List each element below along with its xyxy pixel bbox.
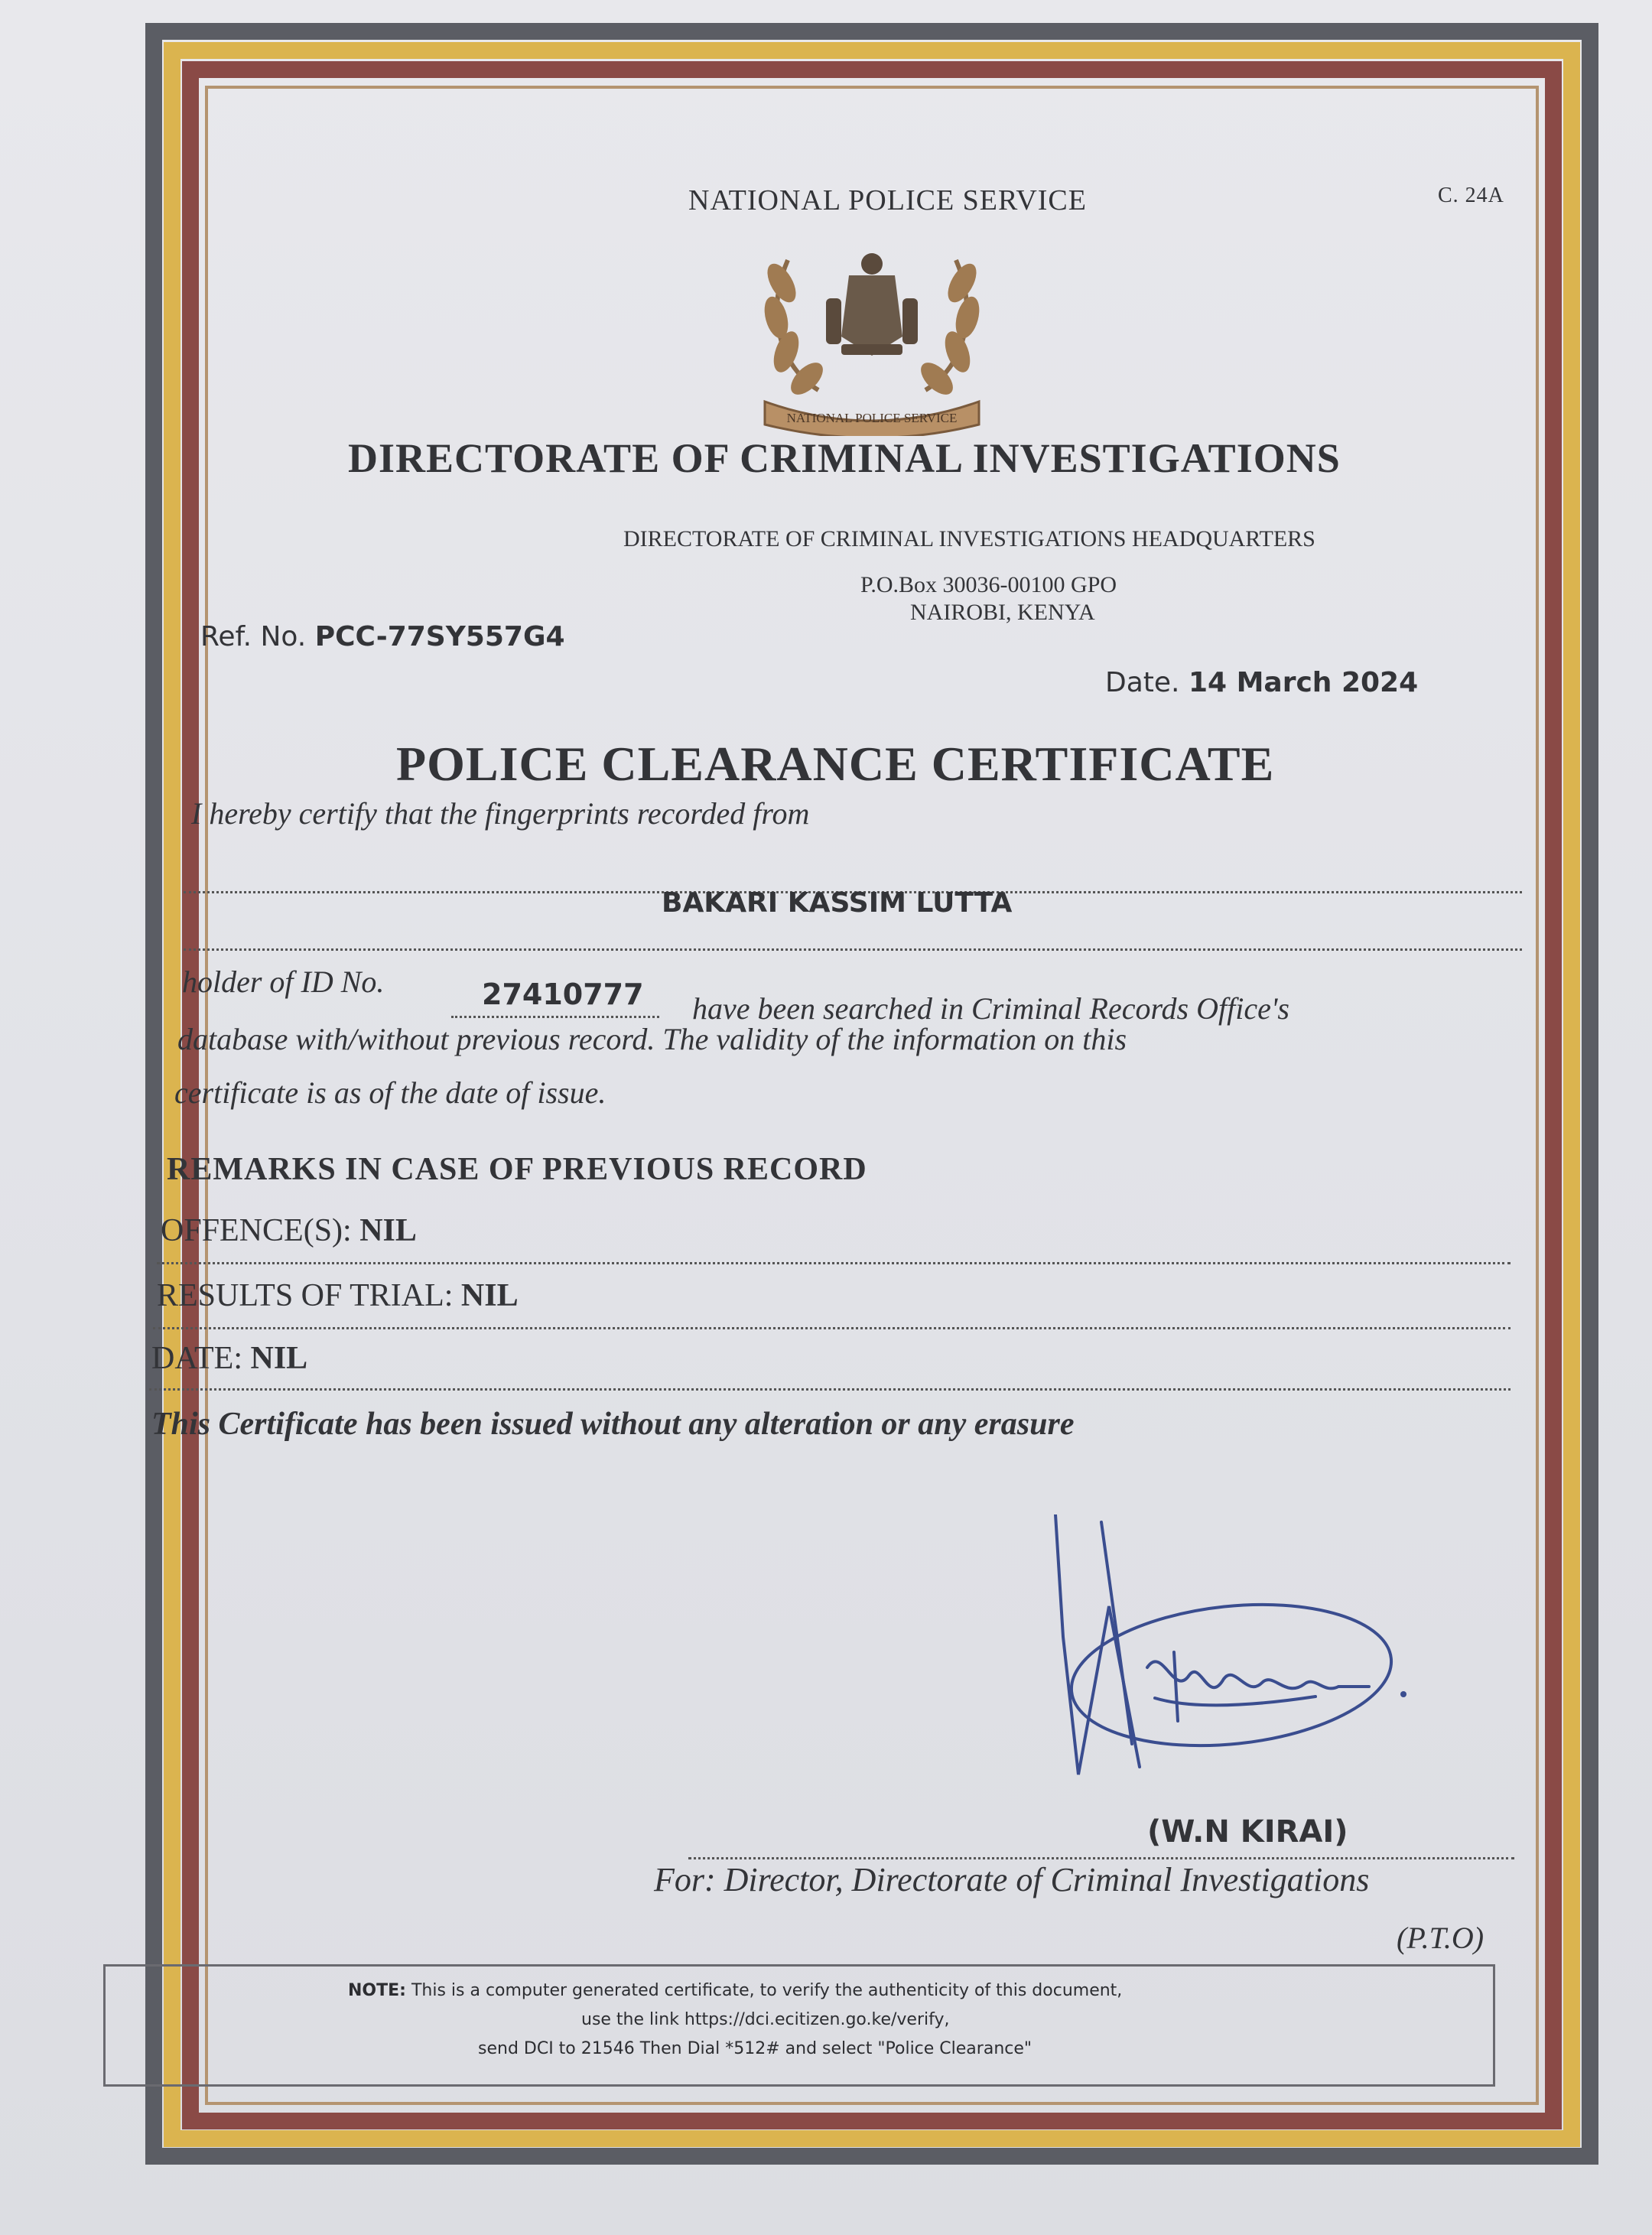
issued-statement: This Certificate has been issued without any alteration or any erasure: [151, 1407, 1075, 1442]
address-line-1: DIRECTORATE OF CRIMINAL INVESTIGATIONS HEADQUARTERS: [623, 526, 1315, 551]
signature-line: [688, 1857, 1514, 1859]
pto-label: (P.T.O): [1397, 1921, 1485, 1955]
address-line-2: P.O.Box 30036-00100 GPO: [860, 572, 1117, 597]
remarks-heading: REMARKS IN CASE OF PREVIOUS RECORD: [167, 1152, 867, 1187]
id-number: 27410777: [451, 978, 659, 1018]
trial-value: NIL: [460, 1278, 519, 1313]
address-line-3: NAIROBI, KENYA: [910, 600, 1095, 625]
issue-date: [1105, 667, 1418, 698]
offence-field: [161, 1212, 417, 1249]
signatory-title: For: Director, Directorate of Criminal Investigations: [654, 1861, 1370, 1898]
offence-dotted-line: [157, 1262, 1511, 1264]
id-prefix: holder of ID No.: [182, 965, 385, 999]
record-date-label: DATE:: [151, 1341, 242, 1376]
directorate-title: DIRECTORATE OF CRIMINAL INVESTIGATIONS: [348, 435, 1341, 481]
note-line-1: [348, 1981, 1122, 2000]
signatory-name: (W.N KIRAI): [1147, 1814, 1348, 1849]
handwritten-signature: [1040, 1514, 1438, 1805]
trial-dotted-line: [153, 1327, 1511, 1329]
id-suffix: have been searched in Criminal Records Office's: [692, 991, 1289, 1026]
emblem-ribbon-text: NATIONAL POLICE SERVICE: [786, 411, 958, 425]
database-line: database with/without previous record. The validity of the information on this: [177, 1022, 1127, 1056]
note-line-2: use the link https://dci.ecitizen.go.ke/verify,: [581, 2010, 950, 2029]
reference-number: [200, 621, 565, 652]
trial-label: RESULTS OF TRIAL:: [157, 1278, 454, 1313]
offence-label: OFFENCE(S):: [161, 1213, 352, 1248]
name-underline: [184, 948, 1522, 951]
form-code: C. 24A: [1438, 184, 1504, 207]
record-date-dotted-line: [149, 1388, 1511, 1391]
ref-value: PCC-77SY557G4: [314, 621, 565, 652]
holder-name: BAKARI KASSIM LUTTA: [662, 887, 1013, 919]
note-label: NOTE:: [348, 1981, 406, 2000]
service-name: NATIONAL POLICE SERVICE: [688, 184, 1087, 216]
record-date-value: NIL: [250, 1341, 308, 1376]
ref-label: Ref. No.: [200, 621, 307, 652]
note-text-1: This is a computer generated certificate, to verify the authenticity of this document,: [411, 1981, 1123, 2000]
certificate-title: POLICE CLEARANCE CERTIFICATE: [396, 737, 1275, 791]
validity-line: certificate is as of the date of issue.: [174, 1075, 606, 1110]
offence-value: NIL: [359, 1213, 417, 1248]
certify-line: I hereby certify that the fingerprints recorded from: [191, 796, 810, 831]
date-value: 14 March 2024: [1188, 667, 1419, 698]
police-emblem-icon: [734, 222, 1010, 436]
note-line-3: send DCI to 21546 Then Dial *512# and select "Police Clearance": [478, 2039, 1032, 2058]
trial-field: [157, 1277, 519, 1314]
record-date-field: [151, 1340, 307, 1377]
date-label: Date.: [1105, 667, 1180, 698]
